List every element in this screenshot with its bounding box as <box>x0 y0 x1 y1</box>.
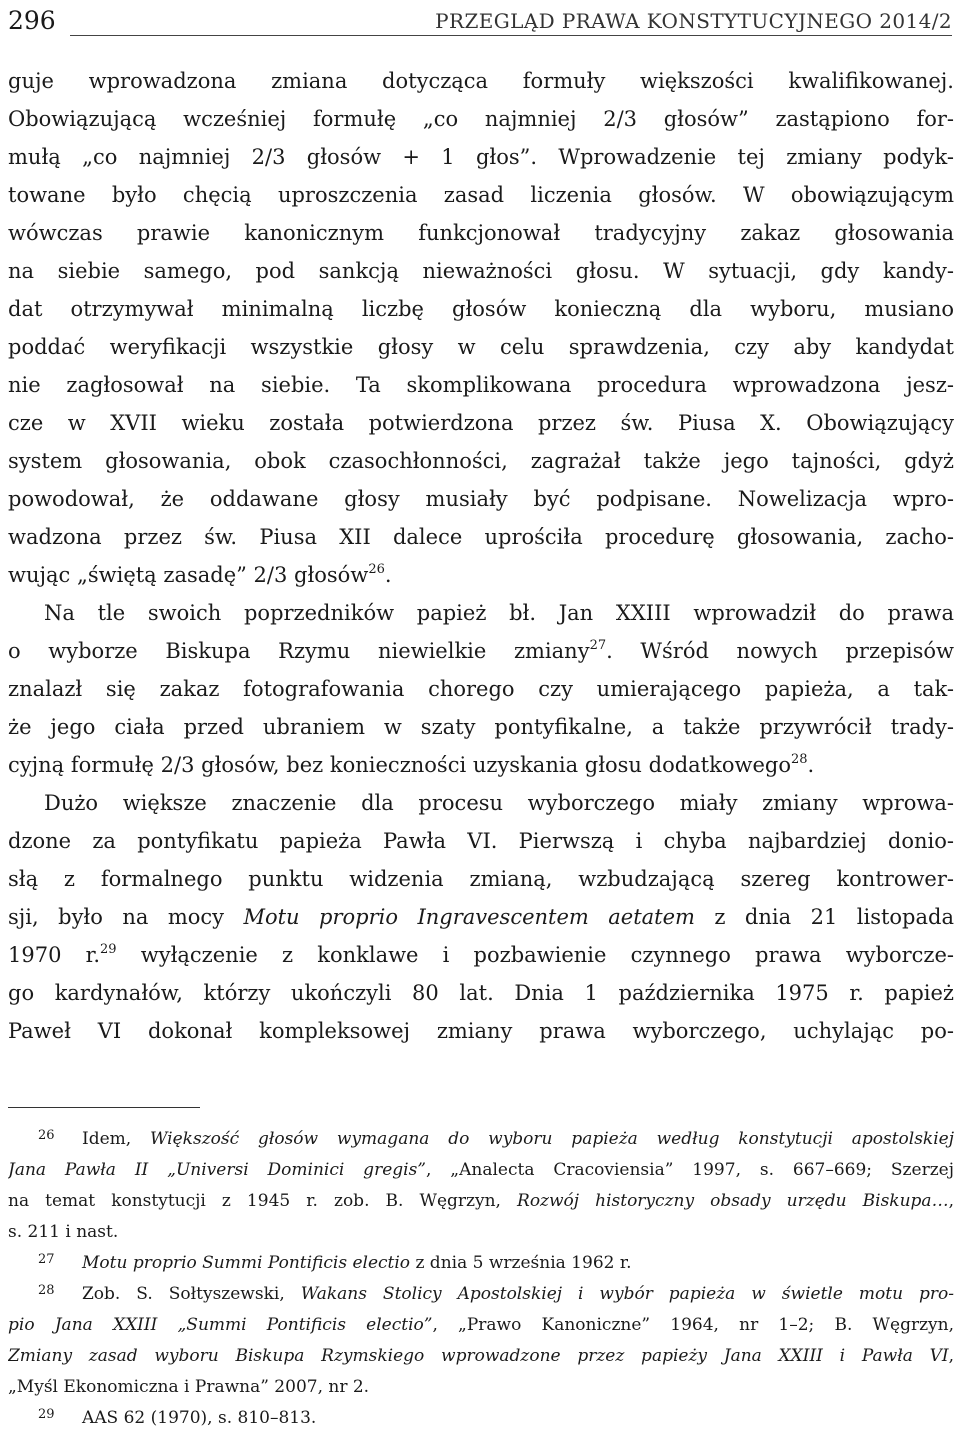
body-line: Paweł VI dokonał kompleksowej zmiany prawa wyborczego, uchylając po- <box>8 1019 954 1043</box>
footnote-line: „Myśl Ekonomiczna i Prawna” 2007, nr 2. <box>8 1377 370 1397</box>
body-line <box>8 632 954 670</box>
body-line: nie zagłosował na siebie. Ta skomplikowana procedura wprowadzona jesz- <box>8 373 954 397</box>
footnote-line <box>8 1155 954 1186</box>
text-run: 1970 r. <box>8 943 101 967</box>
text-run: z dnia 5 września 1962 r. <box>410 1253 632 1273</box>
body-line: że jego ciała przed ubraniem w szaty pontyfikalne, a także przywrócił trady- <box>8 715 954 739</box>
footnote-26 <box>8 1124 954 1155</box>
italic-title: Motu proprio Summi Pontificis electio <box>82 1253 411 1273</box>
text-run: z dnia 21 listopada <box>694 905 954 929</box>
text-run: AAS 62 (1970), s. 810–813. <box>82 1408 317 1428</box>
footnote-line <box>8 1341 954 1372</box>
body-line: Na tle swoich poprzedników papież bł. Jan XXIII wprowadził do prawa <box>44 601 954 625</box>
page-number: 296 <box>8 6 56 35</box>
italic-title: Wakans Stolicy Apostolskiej i wybór papieża w świetle motu pro- <box>300 1284 954 1304</box>
body-line: wadzona przez św. Piusa XII dalece uprościła procedurę głosowania, zacho- <box>8 525 954 549</box>
body-line: powodował, że oddawane głosy musiały być podpisane. Nowelizacja wpro- <box>8 487 954 511</box>
italic-title: Motu proprio Ingravescentem aetatem <box>243 905 695 929</box>
body-line: Obowiązującą wcześniej formułę „co najmniej 2/3 głosów” zastąpiono for- <box>8 107 954 131</box>
body-line: na siebie samego, pod sankcją nieważności głosu. W sytuacji, gdy kandy- <box>8 259 954 283</box>
body-line: mułą „co najmniej 2/3 głosów + 1 głos”. Wprowadzenie tej zmiany podyk- <box>8 145 954 169</box>
body-line: słą z formalnego punktu widzenia zmianą, wzbudzającą szereg kontrower- <box>8 867 954 891</box>
text-run: , <box>948 1346 954 1366</box>
text-run: wując „świętą zasadę” 2/3 głosów <box>8 563 369 587</box>
text-run: o wyborze Biskupa Rzymu niewielkie zmiany <box>8 639 590 663</box>
footnote-line <box>8 1310 954 1341</box>
text-run: Zob. S. Sołtyszewski, <box>82 1284 301 1304</box>
body-line: dzone za pontyfikatu papieża Pawła VI. Pierwszą i chyba najbardziej donio- <box>8 829 954 853</box>
footnote-ref-26[interactable]: 26 <box>368 562 385 577</box>
footnote-ref-27[interactable]: 27 <box>589 638 607 653</box>
page-header <box>0 0 960 44</box>
footnote-number: 29 <box>38 1407 55 1422</box>
running-head: PRZEGLĄD PRAWA KONSTYTUCYJNEGO 2014/2 <box>435 9 952 33</box>
italic-title: Rozwój historyczny obsady urzędu Biskupa… <box>517 1191 949 1211</box>
header-rule <box>70 35 952 36</box>
footnote-ref-28[interactable]: 28 <box>790 752 808 767</box>
text-run: cyjną formułę 2/3 głosów, bez konieczności uzyskania głosu dodatkowego <box>8 753 791 777</box>
body-line: poddać weryfikacji wszystkie głosy w celu sprawdzenia, czy aby kandydat <box>8 335 954 359</box>
text-run: , „Analecta Cracoviensia” 1997, s. 667–669; Szerzej <box>426 1160 954 1180</box>
text-run: . <box>384 563 392 587</box>
body-line: system głosowania, obok czasochłonności, zagrażał także jego tajności, gdyż <box>8 449 954 473</box>
footnote-number: 28 <box>38 1283 55 1298</box>
footnote-rule <box>8 1107 200 1108</box>
text-run: . <box>807 753 815 777</box>
footnote-27 <box>8 1248 954 1279</box>
text-run: sji, było na mocy <box>8 905 244 929</box>
body-text <box>8 62 954 1050</box>
body-line: Dużo większe znaczenie dla procesu wyborczego miały zmiany wprowa- <box>44 791 954 815</box>
body-line: wówczas prawie kanonicznym funkcjonował tradycyjny zakaz głosowania <box>8 221 954 245</box>
footnote-number: 26 <box>38 1128 55 1143</box>
text-run: na temat konstytucji z 1945 r. zob. B. Węgrzyn, <box>8 1191 518 1211</box>
footnote-line: s. 211 i nast. <box>8 1222 119 1242</box>
body-line: cze w XVII wieku została potwierdzona przez św. Piusa X. Obowiązujący <box>8 411 954 435</box>
footnote-ref-29[interactable]: 29 <box>100 942 117 957</box>
footnote-29 <box>8 1403 954 1434</box>
body-line: towane było chęcią uproszczenia zasad liczenia głosów. W obowiązującym <box>8 183 954 207</box>
italic-title: Jana Pawła II „Universi Dominici gregis” <box>8 1160 426 1180</box>
italic-title: Większość głosów wymagana do wyboru papieża według konstytucji apostolskiej <box>150 1129 954 1149</box>
footnote-line <box>8 1186 954 1217</box>
body-line: go kardynałów, którzy ukończyli 80 lat. Dnia 1 października 1975 r. papież <box>8 981 954 1005</box>
italic-title: pio Jana XXIII „Summi Pontificis electio” <box>8 1315 433 1335</box>
italic-title: Zmiany zasad wyboru Biskupa Rzymskiego wprowadzone przez papieży Jana XXIII i Pawła VI <box>8 1346 949 1366</box>
text-run: , <box>948 1191 954 1211</box>
text-run: , „Prawo Kanoniczne” 1964, nr 1–2; B. Węgrzyn, <box>432 1315 954 1335</box>
body-line: znalazł się zakaz fotografowania chorego czy umierającego papieża, a tak- <box>8 677 954 701</box>
body-line <box>8 746 954 784</box>
body-line: guje wprowadzona zmiana dotycząca formuły większości kwalifikowanej. <box>8 69 954 93</box>
text-run: Idem, <box>82 1129 150 1149</box>
body-line: dat otrzymywał minimalną liczbę głosów konieczną dla wyboru, musiano <box>8 297 954 321</box>
body-line <box>8 936 954 974</box>
body-line <box>8 898 954 936</box>
footnote-number: 27 <box>38 1252 55 1267</box>
text-run: wyłączenie z konklawe i pozbawienie czynnego prawa wyborcze- <box>116 943 954 967</box>
footnotes <box>8 1124 954 1434</box>
body-line <box>8 556 954 594</box>
footnote-28 <box>8 1279 954 1310</box>
text-run: . Wśród nowych przepisów <box>606 639 954 663</box>
